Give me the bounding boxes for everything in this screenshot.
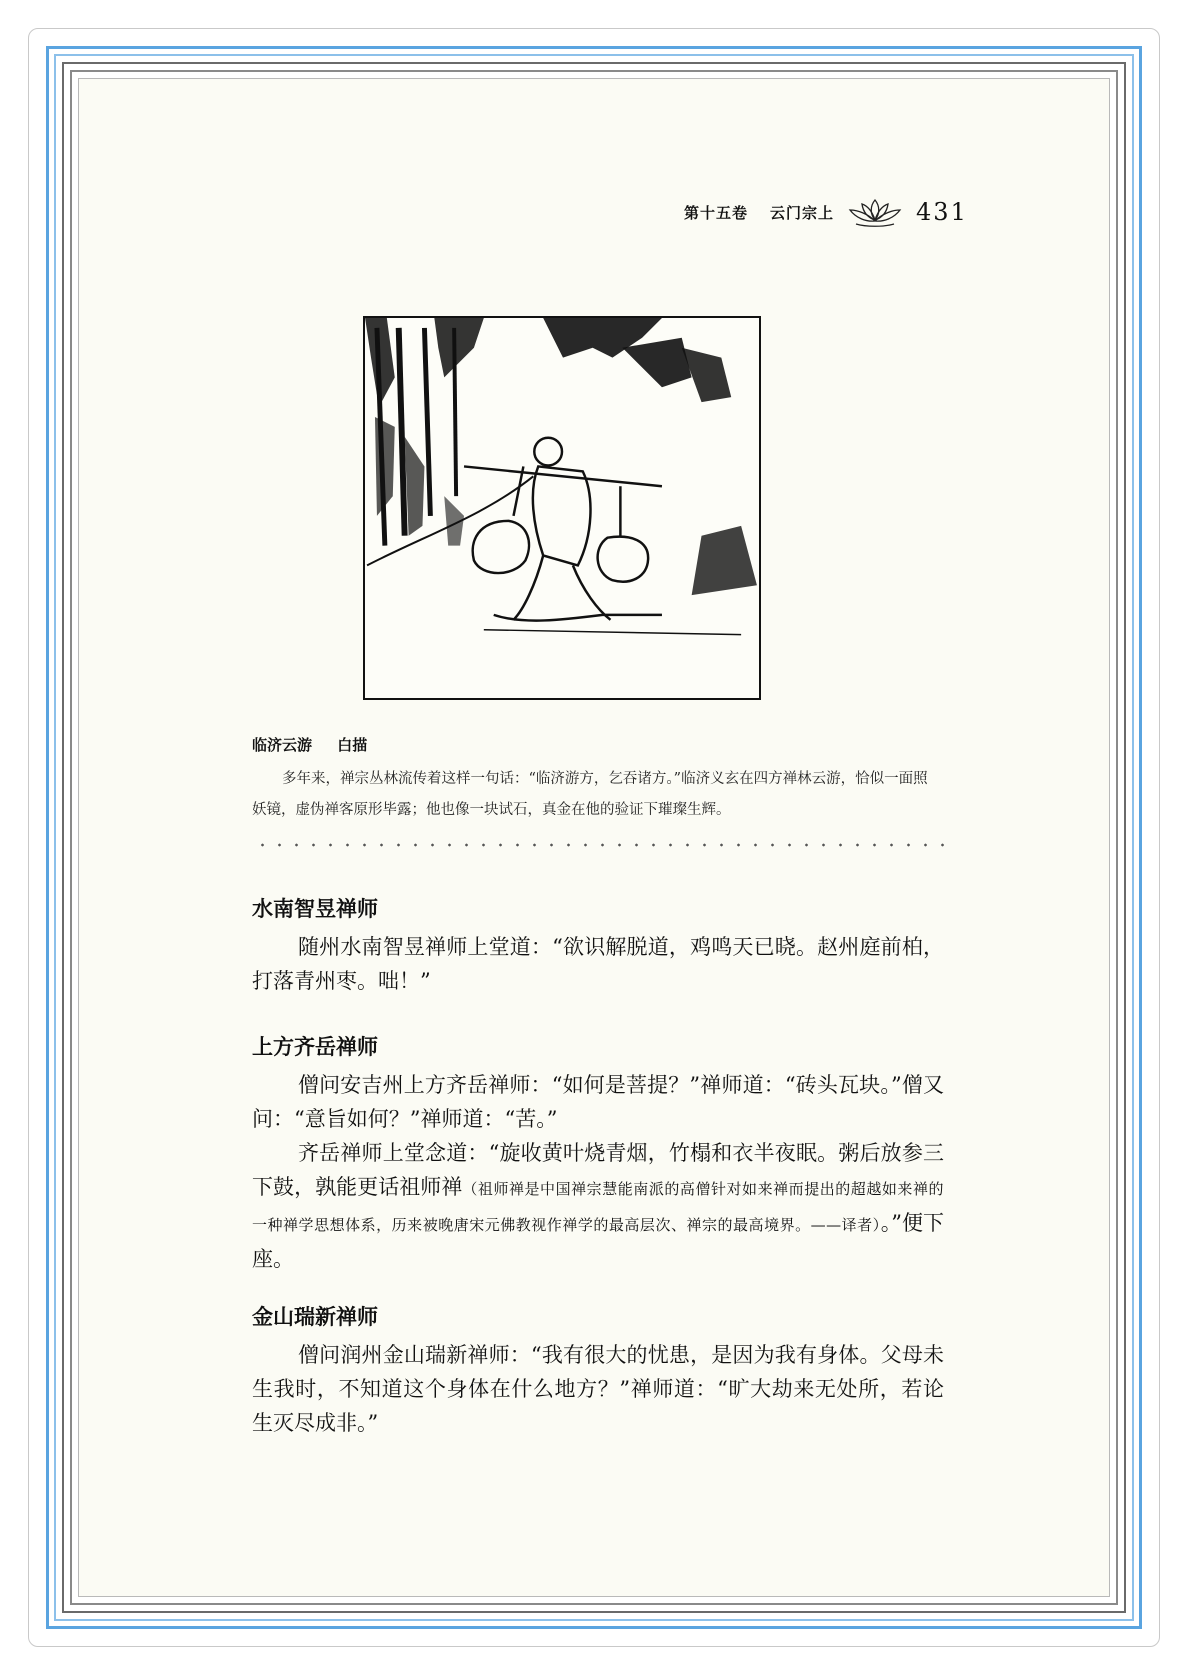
- caption-title: [252, 734, 387, 755]
- translator-note: （祖师禅是中国禅宗慧能南派的高僧针对如来禅而提出的超越如来禅的一种禅学思想体系，历来被晚唐宋元佛教视作禅学的最高层次、禅宗的最高境界。——译者）: [252, 1180, 944, 1234]
- page-number: 431: [916, 198, 968, 226]
- entry-paragraph: 僧问润州金山瑞新禅师：“我有很大的忧患，是因为我有身体。父母未生我时，不知道这个身体在什么地方？”禅师道：“旷大劫来无处所，若论生灭尽成非。”: [252, 1343, 944, 1435]
- chapter-label: 第十五卷: [684, 203, 749, 222]
- monk-carrying-pole-drawing: [365, 318, 759, 698]
- section-label: 云门宗上: [770, 203, 835, 222]
- entry-title: 金山瑞新禅师: [252, 1305, 378, 1329]
- entry-paragraph: 僧问安吉州上方齐岳禅师：“如何是菩提？”禅师道：“砖头瓦块。”僧又问：“意旨如何？”禅师道：“苦。”: [252, 1073, 944, 1131]
- entry-title: 水南智昱禅师: [252, 897, 378, 921]
- paragraph-tail: 。”便下座。: [252, 1211, 944, 1271]
- entry-shuinan-zhiyu: [252, 894, 944, 998]
- caption-subtitle: 白描: [337, 736, 368, 754]
- entry-title: 上方齐岳禅师: [252, 1035, 378, 1059]
- entry-shangfang-qiyue: [252, 1032, 944, 1276]
- ink-illustration: [363, 316, 761, 700]
- paragraph-text: 齐岳禅师上堂念道：“旋收黄叶烧青烟，竹榻和衣半夜眠。粥后放参三下鼓，孰能更话祖师禅: [252, 1141, 944, 1199]
- caption-title-text: 临济云游: [252, 736, 313, 754]
- running-header: [684, 192, 984, 232]
- lotus-icon: [846, 194, 904, 230]
- entry-paragraph-with-note: [252, 1136, 944, 1276]
- entry-paragraph: 随州水南智昱禅师上堂道：“欲识解脱道，鸡鸣天已晓。赵州庭前柏，打落青州枣。咄！”: [252, 935, 944, 993]
- caption-body: 多年来，禅宗丛林流传着这样一句话：“临济游方，乞吞诸方。”临济义玄在四方禅林云游，恰似一面照妖镜，虚伪禅客原形毕露；他也像一块试石，真金在他的验证下璀璨生辉。: [252, 771, 928, 818]
- dotted-divider: [254, 843, 944, 847]
- entry-jinshan-ruixin: [252, 1302, 944, 1440]
